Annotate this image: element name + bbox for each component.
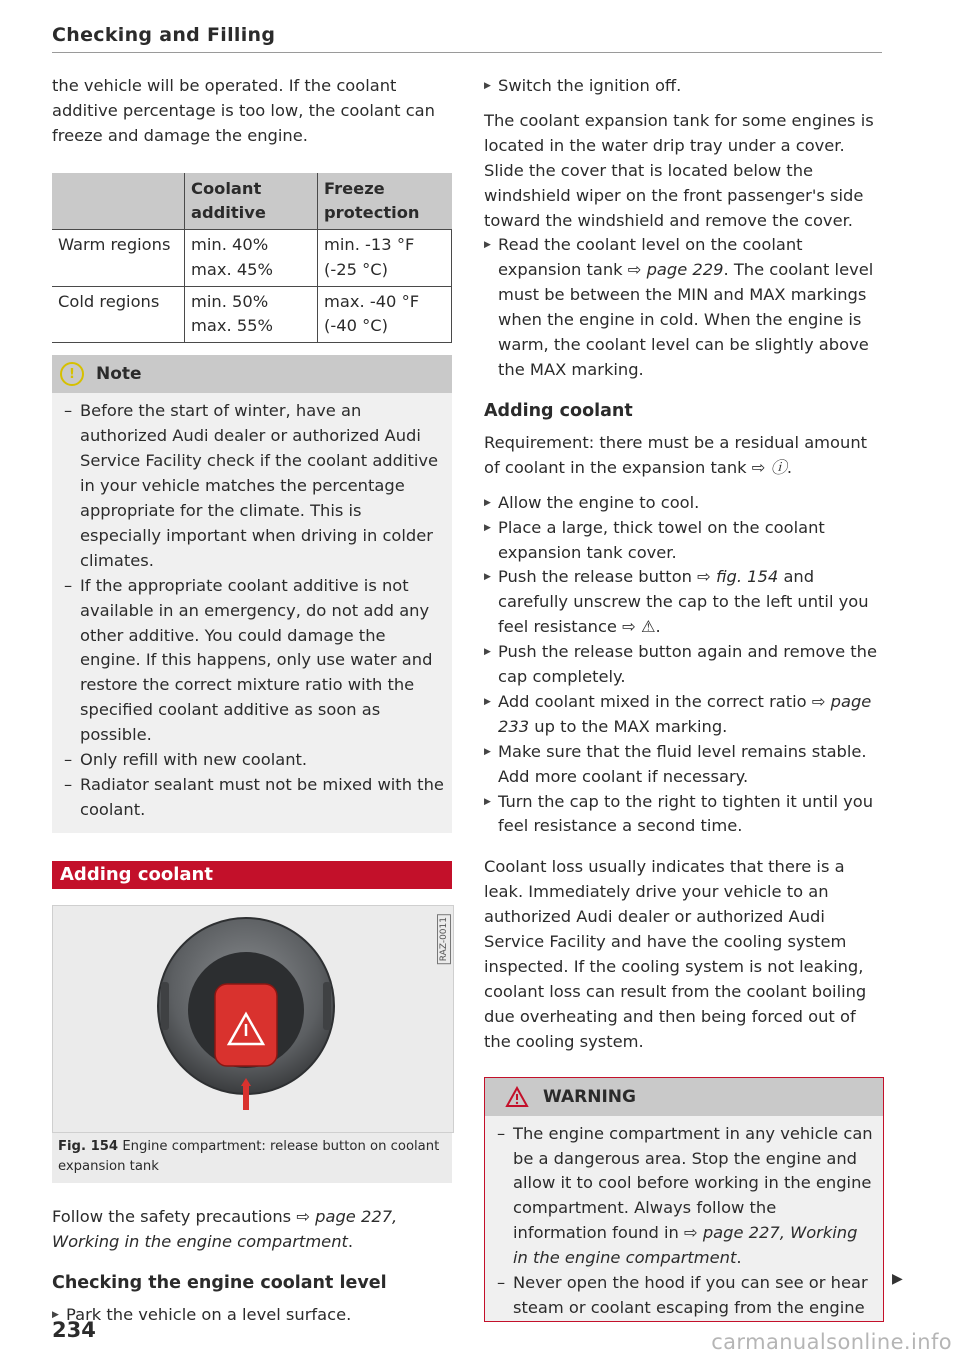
safety-text: Follow the safety precautions [52,1206,297,1226]
figure-caption [52,1133,452,1183]
table-cell-region: Warm regions [52,229,185,286]
warning-title: WARNING [543,1086,636,1107]
note-item: – Before the start of winter, have an authorized Audi dealer or authorized Audi Service Facility check if the coolant additive in your vehicle matches the percentage appropriate for the climate. This is especially important when driving in colder climates. [52,399,444,573]
step-text: Make sure that the fluid level remains stable. Add more coolant if necessary. [498,741,867,786]
table-cell-additive: min. 40% max. 45% [185,229,318,286]
adding-step [484,690,884,740]
step-text: Allow the engine to cool. [498,492,700,512]
table-header-additive: Coolant additive [185,173,318,230]
section-banner: Adding coolant [52,861,452,889]
step-text: Place a large, thick towel on the coolant expansion tank cover. [498,517,825,562]
coolant-loss-paragraph: Coolant loss usually indicates that there is a leak. Immediately drive your vehicle to an authorized Audi dealer or authorized Audi Service Facility and have the cooling system inspected. If the cooling system is not leaking, coolant loss can result from the coolant boiling due overheating and then being forced out of the cooling system. [484,857,867,1051]
adding-step [484,516,884,566]
page-number: 234 [52,1318,96,1342]
note-item: – If the appropriate coolant additive is not available in an emergency, do not add any other additive. You could damage the engine. If this happens, only use water and restore the correct mixture ratio with the specified coolant additive as soon as possible. [52,574,444,748]
adding-step [484,640,884,690]
read-step-text-end: . The coolant level must be between the MIN and MAX markings when the engine in cold. When the engine is warm, the coolant level can be slightly above the MAX marking. [498,260,874,379]
step-text: Push the release button again and remove the cap completely. [498,642,877,687]
warning-header [485,1078,883,1116]
table-cell-protection: max. -40 °F (-40 °C) [318,286,452,343]
step-reference[interactable]: ⇨ fig. 154 [697,567,779,587]
adding-steps [484,491,884,840]
table-cell-region: Cold regions [52,286,185,343]
note-box [52,355,452,832]
requirement-text: Requirement: there must be a residual amount of coolant in the expansion tank [484,432,868,477]
check-heading: Checking the engine coolant level [52,1272,387,1293]
safety-end: . [347,1231,354,1251]
requirement-reference[interactable]: ⇨ ⓘ [751,457,787,477]
adding-step [484,565,884,640]
page-header [52,24,882,53]
warning-body [485,1116,883,1321]
check-step: ▶ Park the vehicle on a level surface. [52,1303,452,1328]
safety-paragraph [52,1205,452,1255]
figure-caption-text: Engine compartment: release button on coolant expansion tank [58,1138,440,1174]
warning-text-end: . [736,1248,742,1268]
adding-step [484,790,884,840]
warning-item [485,1122,875,1271]
warning-item: – Never open the hood if you can see or hear steam or coolant escaping from the engine [485,1271,875,1321]
right-column [484,74,884,1322]
continue-arrow-icon: ▶ [892,1271,903,1287]
coolant-cap-illustration [53,906,453,1132]
table-cell-protection: min. -13 °F (-25 °C) [318,229,452,286]
step-text-end: and carefully unscrew the cap to the left until you feel resistance ⇨ ⚠. [498,567,869,637]
table-row [52,286,452,343]
step-text: Add coolant mixed in the correct ratio [498,691,812,711]
read-step-reference[interactable]: ⇨ page 229 [627,260,724,280]
tank-paragraph: The coolant expansion tank for some engines is located in the water drip tray under a cover. Slide the cover that is located below the windshield wiper on the front passenger's side toward the windshield and remove the cover. [484,110,874,230]
note-body [52,393,452,826]
ignition-step: ▶ Switch the ignition off. [484,74,884,99]
table-row [52,229,452,286]
table-cell-additive: min. 50% max. 55% [185,286,318,343]
step-text: Push the release button [498,567,698,587]
warning-triangle-icon [505,1086,529,1108]
note-title: Note [96,364,142,385]
step-text-end: up to the MAX marking. [529,716,728,736]
table-header-empty [52,173,185,230]
figure-release-button [52,905,454,1133]
step-text: Turn the cap to the right to tighten it until you feel resistance a second time. [498,791,874,836]
figure-label: Fig. 154 [58,1138,119,1154]
adding-heading: Adding coolant [484,400,633,421]
warning-box [484,1077,884,1322]
requirement-paragraph [484,431,884,481]
table-header-protection: Freeze protection [318,173,452,230]
section-title: Checking and Filling [52,24,276,46]
adding-step [484,740,884,790]
read-step-text: Read the coolant level on the coolant expansion tank [498,235,803,280]
step-reference[interactable]: ⇨ page 233 [498,691,872,736]
watermark: carmanualsonline.info [711,1330,952,1354]
read-level-step [484,233,884,382]
safety-reference[interactable]: ⇨ page 227, Working in the engine compartment [52,1206,398,1251]
note-item: – Radiator sealant must not be mixed with the coolant. [52,773,444,823]
note-icon: ! [60,362,84,386]
coolant-table [52,173,452,344]
warning-text: The engine compartment in any vehicle can be a dangerous area. Stop the engine and allow it to cool before working in the engine compartment. Always follow the information found in [513,1123,873,1243]
note-header [52,355,452,393]
note-item: – Only refill with new coolant. [52,748,444,773]
adding-step [484,491,884,516]
warning-reference[interactable]: ⇨ page 227, Working in the engine compartment [513,1223,858,1268]
intro-paragraph: the vehicle will be operated. If the coolant additive percentage is too low, the coolant can freeze and damage the engine. [52,76,435,145]
figure-id-tag: RAZ-0011 [437,914,451,964]
requirement-end: . [786,457,793,477]
left-column [52,74,452,1327]
